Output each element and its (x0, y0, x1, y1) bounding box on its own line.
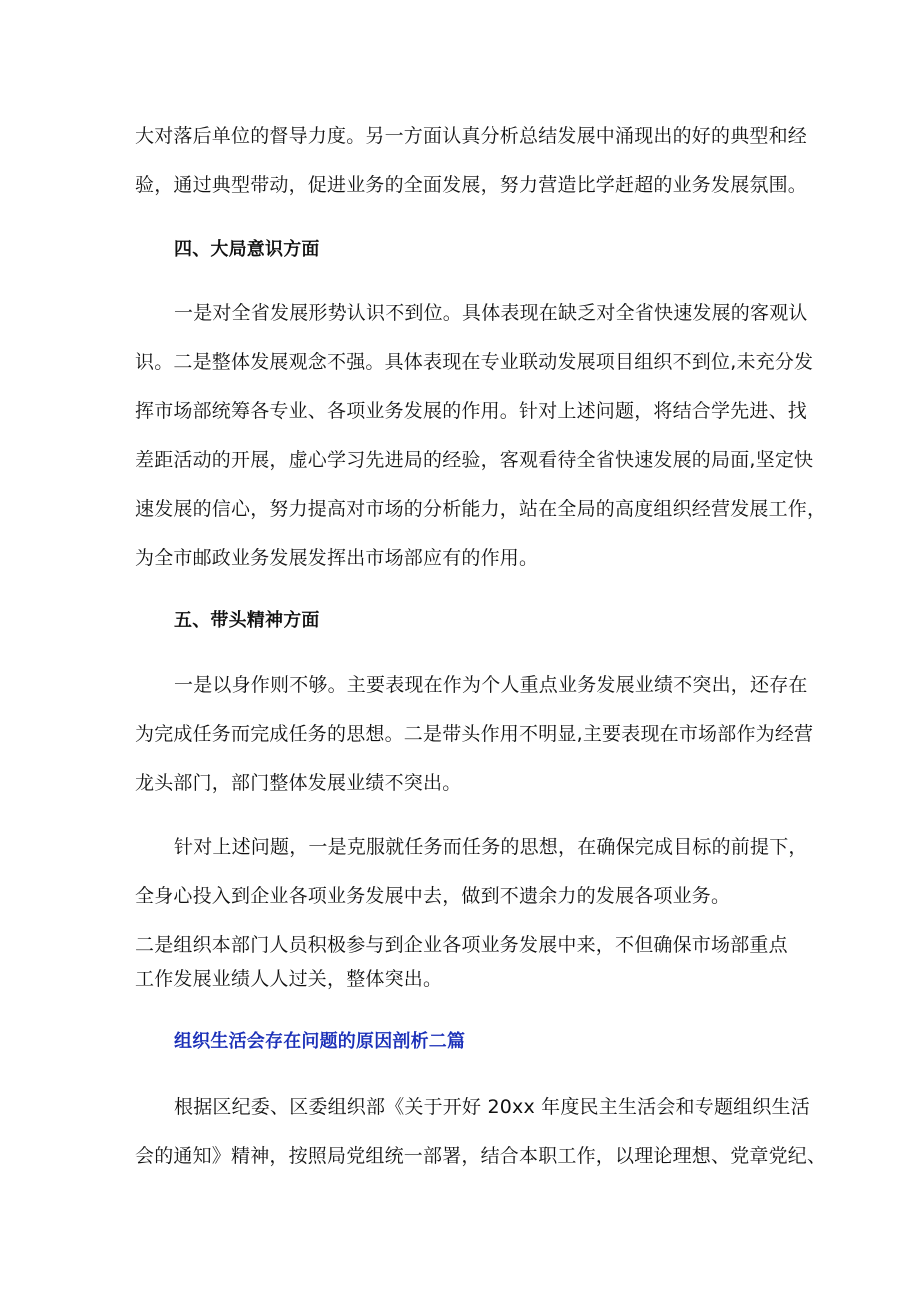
section-heading-4: 四、大局意识方面 (174, 239, 320, 260)
body-text-line: 为全市邮政业务发展发挥出市场部应有的作用。 (135, 547, 539, 569)
body-text-line: 速发展的信心，努力提高对市场的分析能力，站在全局的高度组织经营发展工作， (135, 498, 827, 520)
body-text-line: 针对上述问题，一是克服就任务而任务的思想，在确保完成目标的前提下， (174, 836, 808, 858)
body-text-line: 大对落后单位的督导力度。另一方面认真分析总结发展中涌现出的好的典型和经 (135, 125, 808, 147)
body-text-line: 挥市场部统筹各专业、各项业务发展的作用。针对上述问题，将结合学先进、找 (135, 400, 808, 422)
body-text-line: 一是对全省发展形势认识不到位。具体表现在缺乏对全省快速发展的客观认 (174, 302, 808, 324)
body-text-line: 二是组织本部门人员积极参与到企业各项业务发展中来，不但确保市场部重点 (135, 934, 788, 956)
body-text-line: 根据区纪委、区委组织部《关于开好 20xx 年度民主生活会和专题组织生活 (174, 1096, 810, 1118)
body-text-line: 为完成任务而完成任务的思想。二是带头作用不明显,主要表现在市场部作为经营 (135, 723, 814, 745)
section-heading-5: 五、带头精神方面 (174, 610, 320, 631)
article-title-heading: 组织生活会存在问题的原因剖析二篇 (174, 1031, 466, 1052)
body-text-line: 工作发展业绩人人过关，整体突出。 (135, 968, 443, 990)
body-text-line: 一是以身作则不够。主要表现在作为个人重点业务发展业绩不突出，还存在 (174, 674, 808, 696)
body-text-line: 全身心投入到企业各项业务发展中去，做到不遗余力的发展各项业务。 (135, 885, 731, 907)
body-text-line: 识。二是整体发展观念不强。具体表现在专业联动发展项目组织不到位,未充分发 (135, 351, 814, 373)
body-text-line: 龙头部门，部门整体发展业绩不突出。 (135, 772, 462, 794)
body-text-line: 验，通过典型带动，促进业务的全面发展，努力营造比学赶超的业务发展氛围。 (135, 174, 808, 196)
body-text-line: 差距活动的开展，虚心学习先进局的经验，客观看待全省快速发展的局面,坚定快 (135, 449, 814, 471)
body-text-line: 会的通知》精神，按照局党组统一部署，结合本职工作，以理论理想、党章党纪、 (135, 1145, 827, 1167)
